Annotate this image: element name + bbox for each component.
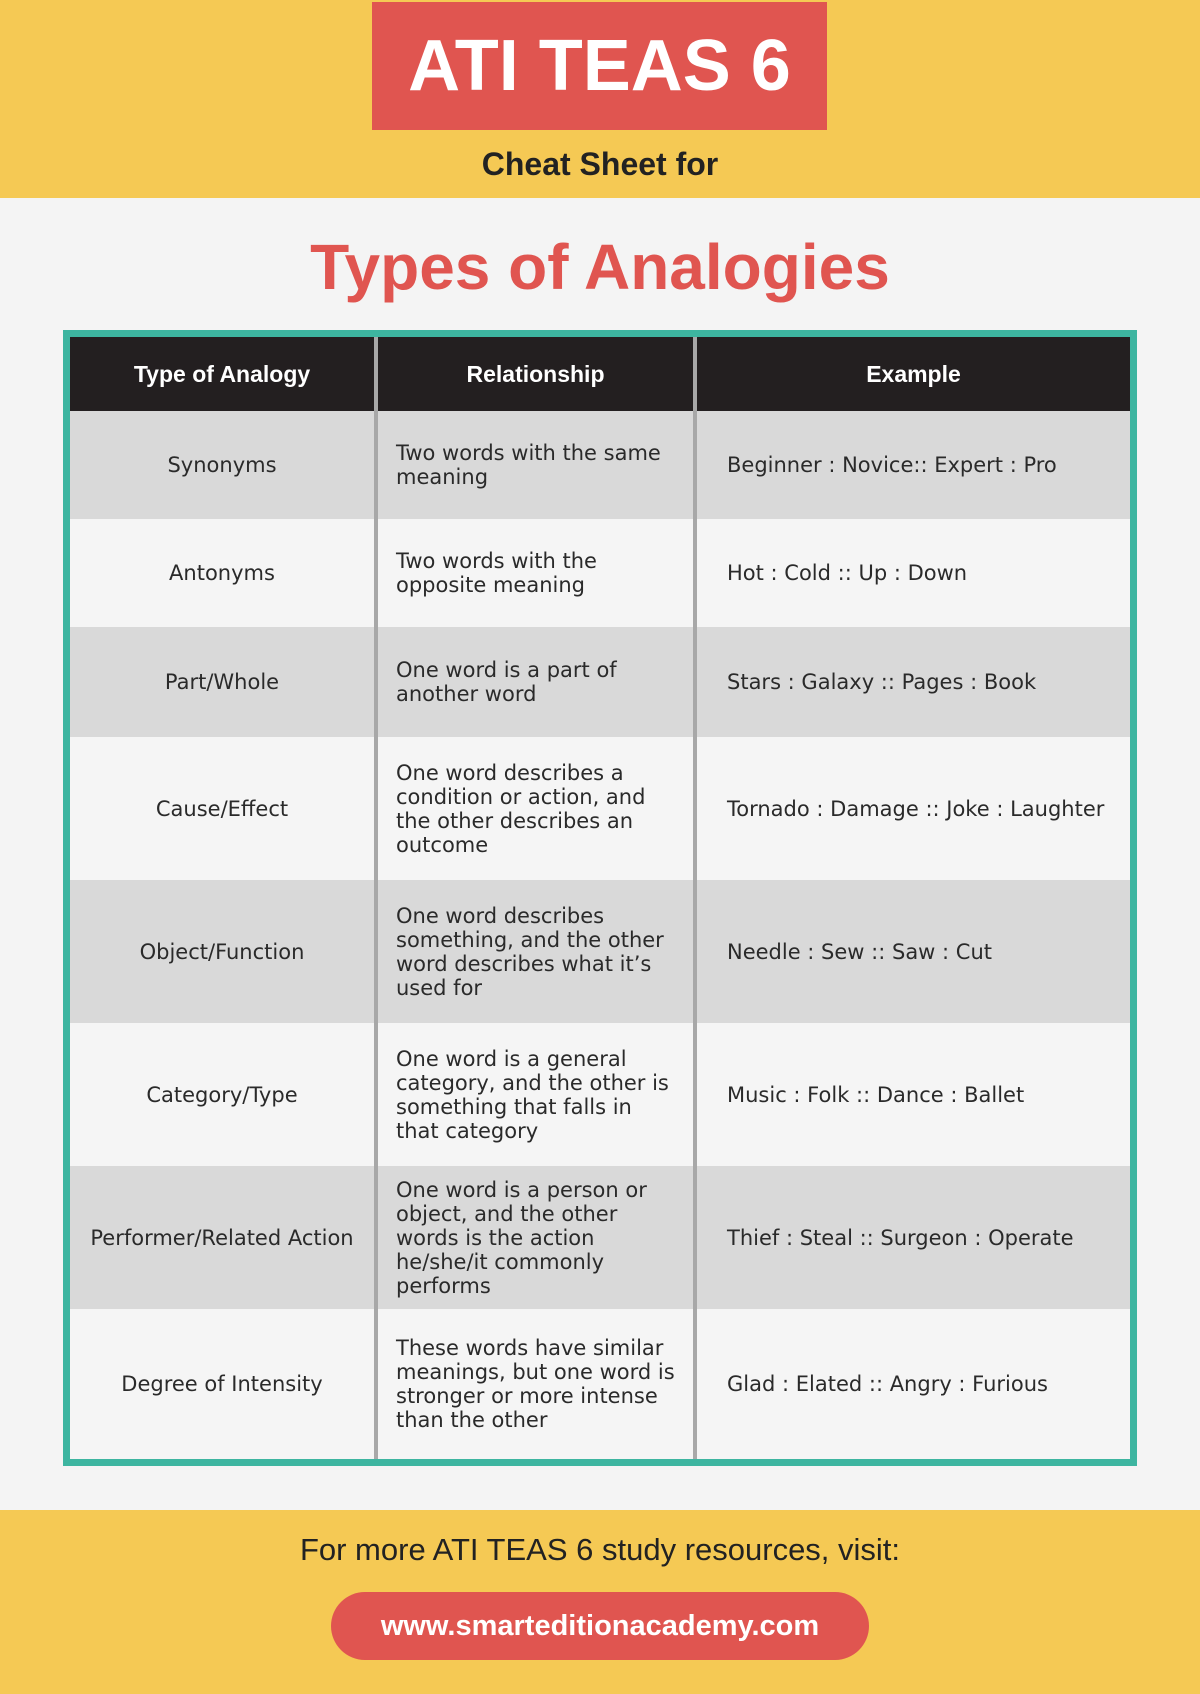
title-banner xyxy=(372,2,827,130)
table-row xyxy=(70,627,1130,737)
analogy-relationship: One word describes something, and the other word describes what it’s used for xyxy=(376,880,695,1023)
analogy-example: Stars : Galaxy :: Pages : Book xyxy=(695,627,1130,737)
subtitle: Cheat Sheet for xyxy=(481,146,719,182)
table-row xyxy=(70,737,1130,880)
analogy-relationship: Two words with the same meaning xyxy=(376,411,695,519)
analogy-type: Cause/Effect xyxy=(70,737,376,880)
analogy-example: Beginner : Novice:: Expert : Pro xyxy=(695,411,1130,519)
table-row xyxy=(70,411,1130,519)
analogy-example: Glad : Elated :: Angry : Furious xyxy=(695,1309,1130,1459)
analogy-table-frame xyxy=(63,330,1137,1466)
footer-text: For more ATI TEAS 6 study resources, visit: xyxy=(299,1532,901,1567)
analogy-type: Synonyms xyxy=(70,411,376,519)
page-title: ATI TEAS 6 xyxy=(408,26,791,106)
main-heading: Types of Analogies xyxy=(310,231,890,303)
analogy-relationship: One word is a general category, and the other is something that falls in that category xyxy=(376,1023,695,1166)
table-row xyxy=(70,1166,1130,1309)
analogy-example: Thief : Steal :: Surgeon : Operate xyxy=(695,1166,1130,1309)
analogy-example: Music : Folk :: Dance : Ballet xyxy=(695,1023,1130,1166)
analogy-relationship: One word is a part of another word xyxy=(376,627,695,737)
analogy-relationship: These words have similar meanings, but one word is stronger or more intense than the other xyxy=(376,1309,695,1459)
table-row xyxy=(70,519,1130,627)
table-row xyxy=(70,880,1130,1023)
analogy-type: Performer/Related Action xyxy=(70,1166,376,1309)
column-header-example: Example xyxy=(695,337,1130,411)
analogy-type: Antonyms xyxy=(70,519,376,627)
table-row xyxy=(70,1309,1130,1459)
analogy-relationship: One word describes a condition or action, and the other describes an outcome xyxy=(376,737,695,880)
analogy-relationship: One word is a person or object, and the other words is the action he/she/it commonly performs xyxy=(376,1166,695,1309)
analogy-type: Degree of Intensity xyxy=(70,1309,376,1459)
analogy-example: Tornado : Damage :: Joke : Laughter xyxy=(695,737,1130,880)
analogy-type: Category/Type xyxy=(70,1023,376,1166)
website-link[interactable]: www.smarteditionacademy.com xyxy=(331,1592,869,1660)
analogy-table xyxy=(70,337,1130,1459)
column-header-type: Type of Analogy xyxy=(70,337,376,411)
analogy-relationship: Two words with the opposite meaning xyxy=(376,519,695,627)
analogy-type: Object/Function xyxy=(70,880,376,1023)
table-row xyxy=(70,1023,1130,1166)
analogy-example: Hot : Cold :: Up : Down xyxy=(695,519,1130,627)
table-header-row xyxy=(70,337,1130,411)
analogy-example: Needle : Sew :: Saw : Cut xyxy=(695,880,1130,1023)
analogy-type: Part/Whole xyxy=(70,627,376,737)
column-header-relationship: Relationship xyxy=(376,337,695,411)
